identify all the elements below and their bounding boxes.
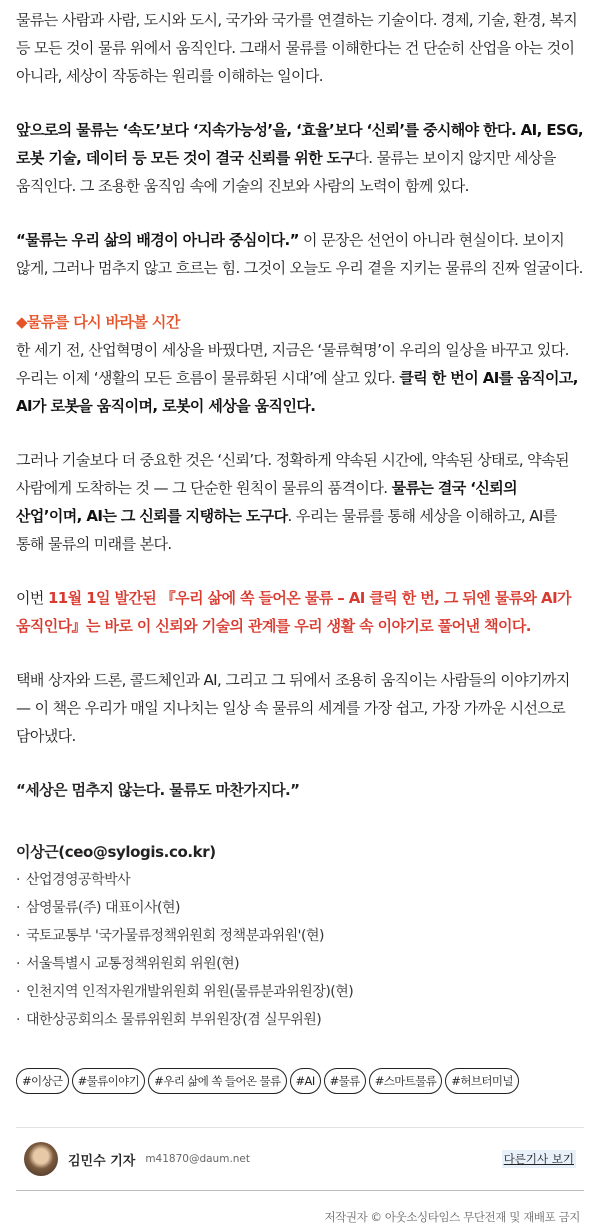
paragraph-text: 물류는 사람과 사람, 도시와 도시, 국가와 국가를 연결하는 기술이다. 경제, 기술, 환경, 복지 등 모든 것이 물류 위에서 움직인다. 그래서 물류를 이해한다는 건 단순히 산업을 아는 것이 아니라, 세상이 작동하는 원리를 이해하는 일이다. — [16, 11, 578, 85]
more-articles-link[interactable]: 다른기사 보기 — [503, 1152, 574, 1166]
paragraph-text: 택배 상자와 드론, 콜드체인과 AI, 그리고 그 뒤에서 조용히 움직이는 사람들의 이야기까지 — 이 책은 우리가 매일 지나치는 일상 속 물류의 세계를 가장 쉽고, 가장 가까운 시선으로 담아냈다. — [16, 671, 570, 745]
reporter-name[interactable]: 김민수 기자 — [68, 1153, 136, 1169]
copyright-notice: 저작권자 © 아웃소싱타임스 무단전재 및 재배포 금지 — [324, 1210, 580, 1224]
tag-chip[interactable]: #이상근 — [16, 1068, 69, 1094]
tag-chip[interactable]: #우리 삶에 쏙 들어온 물류 — [148, 1068, 286, 1094]
book-title-highlight: 11월 1일 발간된 『우리 삶에 쏙 들어온 물류 – AI 클릭 한 번, 그 뒤엔 물류와 AI가 움직인다』 — [16, 589, 571, 635]
paragraph-text: 그러나 기술보다 더 중요한 것은 ‘신뢰’다. 정확하게 약속된 시간에, 약속된 상태로, 약속된 사람에게 도착하는 것 — 그 단순한 원칙이 물류의 품격이다. — [16, 451, 569, 497]
paragraph-text: 이번 — [16, 589, 48, 607]
credential-item: · 인천지역 인적자원개발위원회 위원(물류분과위원장)(현) — [16, 978, 584, 1006]
credential-item: · 서울특별시 교통정책위원회 위원(현) — [16, 950, 584, 978]
paragraph-text: 다. 물류는 보이지 않지만 세상을 움직인다. 그 조용한 움직임 속에 기술의 진보와 사람의 노력이 함께 있다. — [16, 149, 556, 195]
bold-quote: “물류는 우리 삶의 배경이 아니라 중심이다.” — [16, 231, 299, 249]
bold-text: 클릭 한 번이 AI를 움직이고, AI가 로봇을 움직이며, 로봇이 세상을 움직인다. — [16, 369, 578, 415]
closing-quote: “세상은 멈추지 않는다. 물류도 마찬가지다.” — [16, 781, 300, 799]
author-name: 이상근(ceo@sylogis.co.kr) — [16, 843, 216, 861]
paragraph — [16, 6, 584, 90]
credential-item: · 대한상공회의소 물류위원회 부위원장(겸 실무위원) — [16, 1006, 584, 1034]
paragraph — [16, 584, 584, 640]
credential-item: · 국토교통부 '국가물류정책위원회 정책분과위원'(현) — [16, 922, 584, 950]
section-heading: ◆물류를 다시 바라볼 시간 — [16, 313, 180, 331]
tag-chip[interactable]: #스마트물류 — [369, 1068, 443, 1094]
reporter-email[interactable]: m41870@daum.net — [145, 1153, 251, 1165]
paragraph — [16, 116, 584, 200]
tag-list — [16, 1068, 584, 1094]
tag-chip[interactable]: #AI — [290, 1068, 321, 1094]
paragraph-text: . 우리는 물류를 통해 세상을 이해하고, AI를 통해 물류의 미래를 본다. — [16, 507, 557, 553]
tag-chip[interactable]: #허브터미널 — [445, 1068, 519, 1094]
author-credentials — [16, 866, 584, 1034]
tag-chip[interactable]: #물류 — [324, 1068, 366, 1094]
paragraph-text: 이 문장은 선언이 아니라 현실이다. 보이지 않게, 그러나 멈추지 않고 흐르는 힘. 그것이 오늘도 우리 곁을 지키는 물류의 진짜 얼굴이다. — [16, 231, 583, 277]
credential-item: · 삼영물류(주) 대표이사(현) — [16, 894, 584, 922]
paragraph — [16, 336, 584, 420]
paragraph — [16, 666, 584, 750]
bold-text: 앞으로의 물류는 ‘속도’보다 ‘지속가능성’을, ‘효율’보다 ‘신뢰’를 중시해야 한다. AI, ESG, 로봇 기술, 데이터 등 모든 것이 결국 신뢰를 위한 도구 — [16, 121, 584, 167]
reporter-box — [16, 1127, 584, 1191]
paragraph — [16, 446, 584, 558]
tag-chip[interactable]: #물류이야기 — [72, 1068, 146, 1094]
paragraph-text: 한 세기 전, 산업혁명이 세상을 바꿨다면, 지금은 ‘물류혁명’이 우리의 일상을 바꾸고 있다. 우리는 이제 ‘생활의 모든 흐름이 물류화된 시대’에 살고 있다. — [16, 341, 569, 387]
paragraph — [16, 226, 584, 282]
credential-item: · 산업경영공학박사 — [16, 866, 584, 894]
bold-text: 물류는 결국 ‘신뢰의 산업’이며, AI는 그 신뢰를 지탱하는 도구다 — [16, 479, 518, 525]
book-description-highlight: 는 바로 이 신뢰와 기술의 관계를 우리 생활 속 이야기로 풀어낸 책이다. — [85, 617, 531, 635]
reporter-avatar — [24, 1142, 58, 1176]
